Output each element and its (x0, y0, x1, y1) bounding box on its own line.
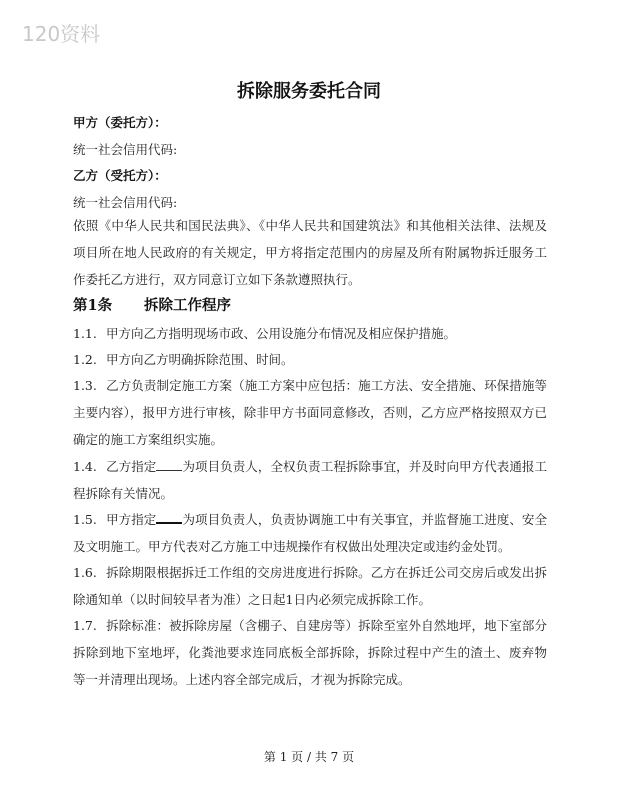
clause-1-3 (73, 372, 547, 453)
article-title: 拆除工作程序 (144, 297, 231, 314)
clause-number: 1.4. (73, 459, 97, 474)
clause-number: 1.7. (73, 618, 97, 633)
clause-text-post: 为项目负责人，负责协调施工中有关事宜，并监督施工进度、安全及文明施工。甲方代表对乙方施工中违规操作有权做出处理决定或违约金处罚。 (73, 512, 547, 554)
blank-field (156, 510, 182, 524)
clause-text: 乙方负责制定施工方案（施工方案中应包括：施工方法、安全措施、环保措施等主要内容），报甲方进行审核，除非甲方书面同意修改，否则，乙方应严格按照双方已确定的施工方案组织实施。 (73, 378, 547, 447)
clause-1-5 (73, 506, 547, 560)
clause-1-7 (73, 612, 547, 693)
clause-text: 甲方向乙方明确拆除范围、时间。 (106, 352, 294, 367)
party-a-label: 甲方（委托方）： (73, 115, 167, 130)
article-heading (73, 294, 231, 315)
clause-number: 1.3. (73, 378, 97, 393)
document-title: 拆除服务委托合同 (237, 81, 381, 102)
clause-1-2 (73, 346, 547, 373)
clause-number: 1.2. (73, 352, 97, 367)
clause-text: 拆除期限根据拆迁工作组的交房进度进行拆除。乙方在拆迁公司交房后或发出拆除通知单（以时间较早者为准）之日起1日内必须完成拆除工作。 (73, 565, 547, 607)
clause-1-1 (73, 320, 547, 347)
clause-text-post: 为项目负责人，全权负责工程拆除事宜，并及时向甲方代表通报工程拆除有关情况。 (73, 459, 547, 501)
clause-text: 甲方向乙方指明现场市政、公用设施分布情况及相应保护措施。 (106, 326, 457, 341)
party-a-credit-code: 统一社会信用代码: (73, 142, 178, 157)
preamble-paragraph: 依照《中华人民共和国民法典》、《中华人民共和国建筑法》和其他相关法律、法规及项目所在地人民政府的有关规定，甲方将指定范围内的房屋及所有附属物拆迁服务工作委托乙方进行，双方同意订立如下条款遵照执行。 (73, 218, 547, 287)
clause-1-4 (73, 453, 547, 507)
clause-number: 1.1. (73, 326, 97, 341)
blank-field (156, 458, 182, 471)
clause-number: 1.6. (73, 565, 97, 580)
page-indicator: 第 1 页 / 共 7 页 (263, 750, 355, 764)
party-b-label: 乙方（受托方）： (73, 168, 167, 183)
clause-number: 1.5. (73, 512, 97, 527)
party-b-credit-code: 统一社会信用代码: (73, 195, 178, 210)
clause-text-pre: 甲方指定 (106, 512, 157, 527)
clause-text-pre: 乙方指定 (106, 459, 157, 474)
article-number: 第1条 (73, 297, 113, 314)
clause-1-6 (73, 559, 547, 613)
watermark-logo: 120资料 (22, 22, 101, 46)
clause-text: 拆除标准：被拆除房屋（含棚子、自建房等）拆除至室外自然地坪，地下室部分拆除到地下室地坪，化粪池要求连同底板全部拆除，拆除过程中产生的渣土、废弃物等一并清理出现场。上述内容全部完成后，才视为拆除完成。 (73, 618, 547, 687)
